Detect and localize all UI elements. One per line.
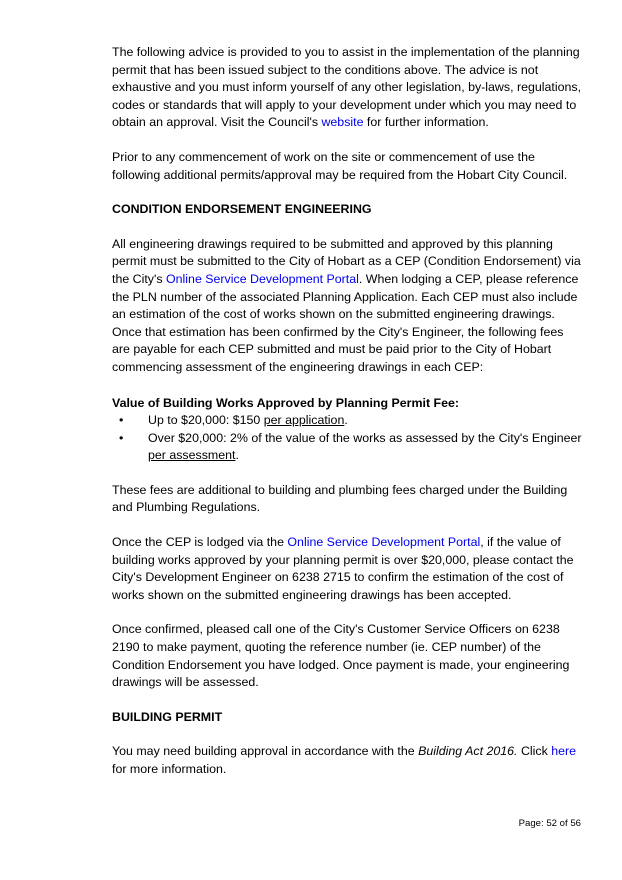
building-act-title: Building Act 2016.	[418, 744, 518, 759]
fee-item-underlined: per assessment	[148, 448, 236, 463]
building-paragraph	[112, 743, 584, 778]
here-link[interactable]: here	[551, 744, 577, 759]
lodge-text-a: Once the CEP is lodged via the	[112, 535, 288, 550]
fee-item-underlined: per application	[263, 413, 345, 428]
building-text-c: for more information.	[112, 762, 227, 776]
website-link[interactable]: website	[321, 115, 364, 130]
building-text-b: Click	[517, 744, 552, 759]
condition-text-b: . When lodging a CEP, please reference the PLN number of the associated Planning Application. Each CEP must also include an estimation of the cost of works shown on the submitted engineering drawings. Once that estimation has been confirmed by the City's Engineer, the following fees are payable for each CEP submitted and must be paid prior to the City of Hobart commencing assessment of the engineering drawings in each CEP:	[112, 271, 579, 374]
portal-link[interactable]: Online Service Development Portal	[166, 271, 359, 286]
lodge-paragraph	[112, 534, 584, 604]
intro-tail: for further information.	[363, 115, 489, 130]
lodge-text-b: , if the value of building works approved by your planning permit is over $20,000, please contact the City's Development Engineer on 6238 2715 to confirm the estimation of the cost of works shown on the submitted engineering drawings has been accepted.	[112, 535, 574, 602]
intro-paragraph	[112, 44, 584, 132]
fee-item-text: Up to $20,000: $150	[148, 413, 264, 428]
building-text-a: You may need building approval in accordance with the	[112, 744, 419, 759]
permits-paragraph: Prior to any commencement of work on the site or commencement of use the following additional permits/approval may be required from the Hobart City Council.	[112, 149, 568, 182]
building-heading: BUILDING PERMIT	[112, 709, 223, 724]
condition-paragraph	[112, 236, 584, 377]
fee-list	[112, 412, 584, 465]
page-number: Page: 52 of 56	[518, 818, 581, 829]
fee-item	[112, 430, 584, 465]
fee-item-text: Over $20,000: 2% of the value of the works as assessed by the City's Engineer	[148, 430, 582, 445]
fee-heading: Value of Building Works Approved by Planning Permit Fee:	[112, 395, 459, 410]
condition-text-a: All engineering drawings required to be submitted and approved by this planning permit must be submitted to the City of Hobart as a CEP (Condition Endorsement) via the City's	[112, 236, 581, 286]
fee-item-tail: .	[235, 448, 239, 463]
payment-paragraph: Once confirmed, pleased call one of the City's Customer Service Officers on 6238 2190 to make payment, quoting the reference number (ie. CEP number) of the Condition Endorsement you have lodged. Once payment is made, your engineering drawings will be assessed.	[112, 622, 570, 690]
document-page	[112, 44, 584, 796]
fee-item	[112, 412, 584, 430]
fee-item-tail: .	[344, 413, 348, 428]
intro-text: The following advice is provided to you to assist in the implementation of the planning permit that has been issued subject to the conditions above. The advice is not exhaustive and you must inform yourself of any other legislation, by-laws, regulations, codes or standards that will apply to your development under which you may need to obtain an approval. Visit the Council's	[112, 45, 582, 130]
condition-heading: CONDITION ENDORSEMENT ENGINEERING	[112, 202, 372, 217]
portal-link-2[interactable]: Online Service Development Portal	[287, 535, 481, 550]
fees-note-paragraph: These fees are additional to building and plumbing fees charged under the Building and Plumbing Regulations.	[112, 482, 568, 515]
